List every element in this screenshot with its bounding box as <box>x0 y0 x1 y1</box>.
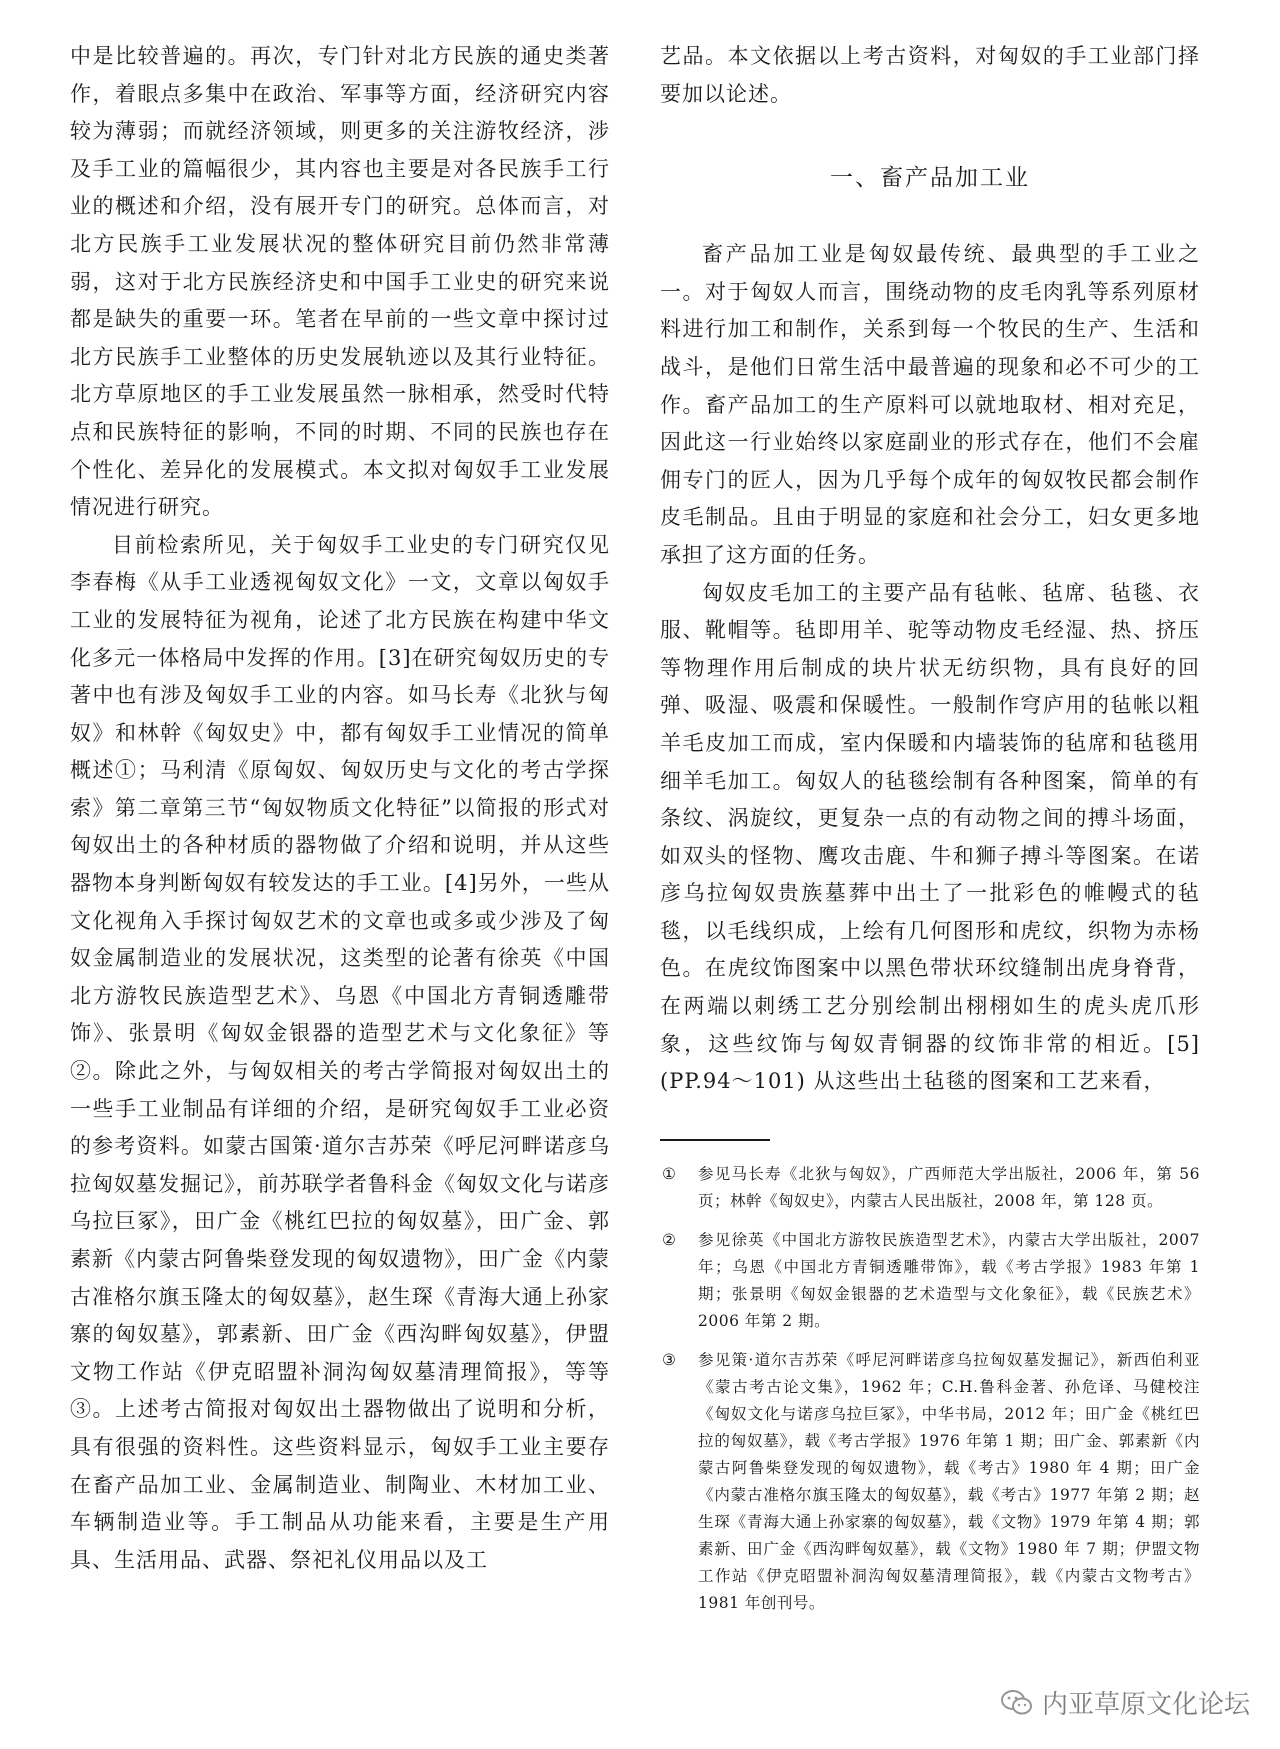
footnote-text: 参见马长寿《北狄与匈奴》，广西师范大学出版社，2006 年，第 56 页；林幹《匈奴史》，内蒙古人民出版社，2008 年，第 128 页。 <box>698 1164 1200 1210</box>
footnote <box>660 1161 1200 1215</box>
section-heading: 一、畜产品加工业 <box>830 165 1030 192</box>
footnote-text: 参见徐英《中国北方游牧民族造型艺术》，内蒙古大学出版社，2007 年；乌恩《中国北方青铜透雕带饰》，载《考古学报》1983 年第 1 期；张景明《匈奴金银器的艺术造型与文化象征》，载《民族艺术》2006 年第 2 期。 <box>698 1230 1200 1330</box>
watermark-text: 内亚草原文化论坛 <box>1041 1690 1250 1720</box>
footnote <box>660 1347 1200 1617</box>
body-paragraph: 目前检索所见，关于匈奴手工业史的专门研究仅见李春梅《从手工业透视匈奴文化》一文，文章以匈奴手工业的发展特征为视角，论述了北方民族在构建中华文化多元一体格局中发挥的作用。[3]在研究匈奴历史的专著中也有涉及匈奴手工业的内容。如马长寿《北狄与匈奴》和林幹《匈奴史》中，都有匈奴手工业情况的简单概述①；马利清《原匈奴、匈奴历史与文化的考古学探索》第二章第三节“匈奴物质文化特征”以简报的形式对匈奴出土的各种材质的器物做了介绍和说明，并从这些器物本身判断匈奴有较发达的手工业。[4]另外，一些从文化视角入手探讨匈奴艺术的文章也或多或少涉及了匈奴金属制造业的发展状况，这类型的论著有徐英《中国北方游牧民族造型艺术》、乌恩《中国北方青铜透雕带饰》、张景明《匈奴金银器的造型艺术与文化象征》等②。除此之外，与匈奴相关的考古学简报对匈奴出土的一些手工业制品有详细的介绍，是研究匈奴手工业必资的参考资料。如蒙古国策·道尔吉苏荣《呼尼河畔诺彦乌拉匈奴墓发掘记》，前苏联学者鲁科金《匈奴文化与诺彦乌拉巨冢》，田广金《桃红巴拉的匈奴墓》，田广金、郭素新《内蒙古阿鲁柴登发现的匈奴遗物》，田广金《内蒙古准格尔旗玉隆太的匈奴墓》，赵生琛《青海大通上孙家寨的匈奴墓》，郭素新、田广金《西沟畔匈奴墓》，伊盟文物工作站《伊克昭盟补洞沟匈奴墓清理简报》，等等③。上述考古简报对匈奴出土器物做出了说明和分析，具有很强的资料性。这些资料显示，匈奴手工业主要存在畜产品加工业、金属制造业、制陶业、木材加工业、车辆制造业等。手工制品从功能来看，主要是生产用具、生活用品、武器、祭祀礼仪用品以及工 <box>70 532 610 1572</box>
body-paragraph: 畜产品加工业是匈奴最传统、最典型的手工业之一。对于匈奴人而言，围绕动物的皮毛肉乳等系列原材料进行加工和制作，关系到每一个牧民的生产、生活和战斗，是他们日常生活中最普遍的现象和必不可少的工作。畜产品加工的生产原料可以就地取材、相对充足，因此这一行业始终以家庭副业的形式存在，他们不会雇佣专门的匠人，因为几乎每个成年的匈奴牧民都会制作皮毛制品。且由于明显的家庭和社会分工，妇女更多地承担了这方面的任务。 <box>660 242 1200 567</box>
footnote <box>660 1227 1200 1335</box>
footnote-mark: ② <box>662 1230 677 1249</box>
footnote-text: 参见策·道尔吉苏荣《呼尼河畔诺彦乌拉匈奴墓发掘记》，新西伯利亚《蒙古考古论文集》，1962 年；C.H.鲁科金著、孙危译、马健校注《匈奴文化与诺彦乌拉巨冢》，中华书局，2012 年；田广金《桃红巴拉的匈奴墓》，载《考古学报》1976 年第 1 期；田广金、郭素新《内蒙古阿鲁柴登发现的匈奴遗物》，载《考古》1980 年 4 期；田广金《内蒙古准格尔旗玉隆太的匈奴墓》，载《考古》1977 年第 2 期；赵生琛《青海大通上孙家寨的匈奴墓》，载《文物》1979 年第 4 期；郭素新、田广金《西沟畔匈奴墓》，载《文物》1980 年 7 期；伊盟文物工作站《伊克昭盟补洞沟匈奴墓清理简报》，载《内蒙古文物考古》1981 年创刊号。 <box>698 1350 1200 1612</box>
right-column <box>660 38 1200 1629</box>
footnote-divider <box>660 1139 770 1141</box>
body-paragraph: 中是比较普遍的。再次，专门针对北方民族的通史类著作，着眼点多集中在政治、军事等方面，经济研究内容较为薄弱；而就经济领域，则更多的关注游牧经济，涉及手工业的篇幅很少，其内容也主要是对各民族手工行业的概述和介绍，没有展开专门的研究。总体而言，对北方民族手工业发展状况的整体研究目前仍然非常薄弱，这对于北方民族经济史和中国手工业史的研究来说都是缺失的重要一环。笔者在早前的一些文章中探讨过北方民族手工业整体的历史发展轨迹以及其行业特征。北方草原地区的手工业发展虽然一脉相承，然受时代特点和民族特征的影响，不同的时期、不同的民族也存在个性化、差异化的发展模式。本文拟对匈奴手工业发展情况进行研究。 <box>70 44 610 520</box>
left-column <box>70 38 610 1579</box>
footnote-mark: ③ <box>662 1350 677 1369</box>
body-paragraph: 匈奴皮毛加工的主要产品有毡帐、毡席、毡毯、衣服、靴帽等。毡即用羊、驼等动物皮毛经湿、热、挤压等物理作用后制成的块片状无纺织物，具有良好的回弹、吸湿、吸震和保暖性。一般制作穹庐用的毡帐以粗羊毛皮加工而成，室内保暖和内墙装饰的毡席和毡毯用细羊毛加工。匈奴人的毡毯绘制有各种图案，简单的有条纹、涡旋纹，更复杂一点的有动物之间的搏斗场面，如双头的怪物、鹰攻击鹿、牛和狮子搏斗等图案。在诺彦乌拉匈奴贵族墓葬中出土了一批彩色的帷幔式的毡毯，以毛线织成，上绘有几何图形和虎纹，织物为赤杨色。在虎纹饰图案中以黑色带状环纹缝制出虎身脊背，在两端以刺绣工艺分别绘制出栩栩如生的虎头虎爪形象，这些纹饰与匈奴青铜器的纹饰非常的相近。[5](PP.94～101) 从这些出土毡毯的图案和工艺来看， <box>660 580 1200 1094</box>
footnote-mark: ① <box>662 1164 677 1183</box>
wechat-icon <box>1000 1688 1034 1718</box>
body-paragraph: 艺品。本文依据以上考古资料，对匈奴的手工业部门择要加以论述。 <box>660 44 1200 106</box>
watermark <box>1000 1684 1250 1721</box>
